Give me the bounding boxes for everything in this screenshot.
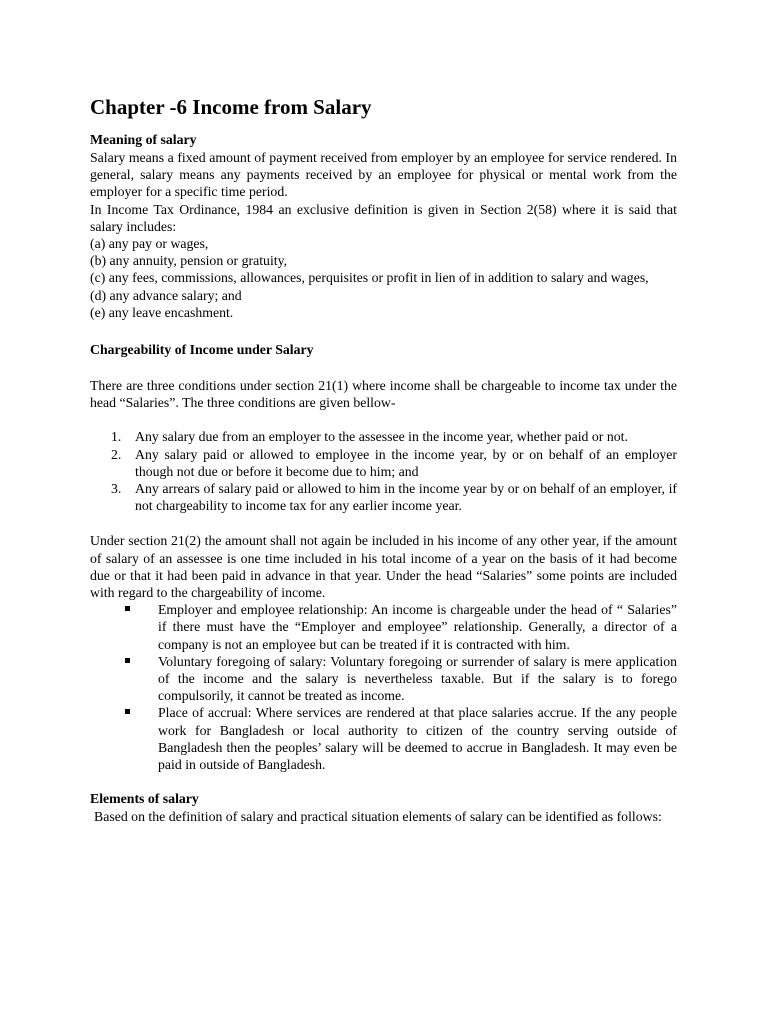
bullet-point — [90, 704, 677, 773]
condition-text: Any arrears of salary paid or allowed to him in the income year by or on behalf of an employer, if not chargeability to income tax for any earlier income year. — [135, 481, 677, 514]
salary-include-item-e: (e) any leave encashment. — [90, 304, 234, 320]
section-21-2-paragraph: Under section 21(2) the amount shall not again be included in his income of any other year, if the amount of salary of an assessee is one time included in his total income of a year on the basis of it had become due or that it had been paid in advance in that year. Under the head “Salaries” some points are included with regard to the chargeability of income. — [90, 533, 677, 601]
chargeability-intro: There are three conditions under section 21(1) where income shall be chargeable to income tax under the head “Salaries”. The three conditions are given bellow- — [90, 378, 677, 411]
bullet-point — [90, 601, 677, 653]
salary-include-item-a: (a) any pay or wages, — [90, 236, 209, 252]
heading-meaning-of-salary: Meaning of salary — [90, 132, 197, 147]
bullet-text: Place of accrual: Where services are rendered at that place salaries accrue. If the any people work for Bangladesh or local authority to citizen of the country serving outside of Bangladesh then the peoples’ salary will be deemed to accrue in Bangladesh. It may even be paid in outside of Bangladesh. — [158, 705, 677, 773]
heading-elements-of-salary: Elements of salary — [90, 791, 199, 807]
meaning-paragraph-1: Salary means a fixed amount of payment received from employer by an employee for service rendered. In general, salary means any payments received by an employee for physical or mental work from the employer for a specific time period. — [90, 150, 677, 200]
conditions-list — [90, 428, 677, 514]
salary-include-item-b: (b) any annuity, pension or gratuity, — [90, 253, 288, 269]
condition-number: 2. — [111, 446, 122, 462]
heading-chargeability: Chargeability of Income under Salary — [90, 342, 314, 358]
condition-number: 3. — [111, 481, 122, 497]
square-bullet-icon — [125, 606, 130, 611]
bullet-text: Employer and employee relationship: An income is chargeable under the head of “ Salaries” if there must have the “Employer and employee” relationship. Generally, a director of a company is not an employee but can be treated if it is contracted with him. — [158, 602, 677, 652]
condition-item — [90, 428, 677, 445]
chapter-title: Chapter -6 Income from Salary — [90, 95, 372, 119]
condition-text: Any salary due from an employer to the assessee in the income year, whether paid or not. — [135, 429, 628, 445]
elements-paragraph: Based on the definition of salary and practical situation elements of salary can be identified as follows: — [94, 809, 662, 825]
condition-item — [90, 480, 677, 514]
condition-number: 1. — [111, 429, 122, 445]
meaning-paragraph-2: In Income Tax Ordinance, 1984 an exclusive definition is given in Section 2(58) where it is said that salary includes: — [90, 201, 677, 234]
bullet-text: Voluntary foregoing of salary: Voluntary foregoing or surrender of salary is mere application of the income and the salary is nevertheless taxable. But if the salary is to forego compulsorily, it cannot be treated as income. — [158, 653, 677, 704]
bullet-point — [90, 653, 677, 705]
square-bullet-icon — [125, 658, 130, 663]
salary-include-item-c: (c) any fees, commissions, allowances, perquisites or profit in lien of in addition to salary and wages, — [90, 270, 649, 286]
condition-text: Any salary paid or allowed to employee in the income year, by or on behalf of an employer though not due or before it become due to him; and — [135, 446, 677, 479]
condition-item — [90, 446, 677, 480]
square-bullet-icon — [125, 709, 130, 714]
salary-include-item-d: (d) any advance salary; and — [90, 287, 242, 303]
chargeability-points-list — [90, 601, 677, 773]
